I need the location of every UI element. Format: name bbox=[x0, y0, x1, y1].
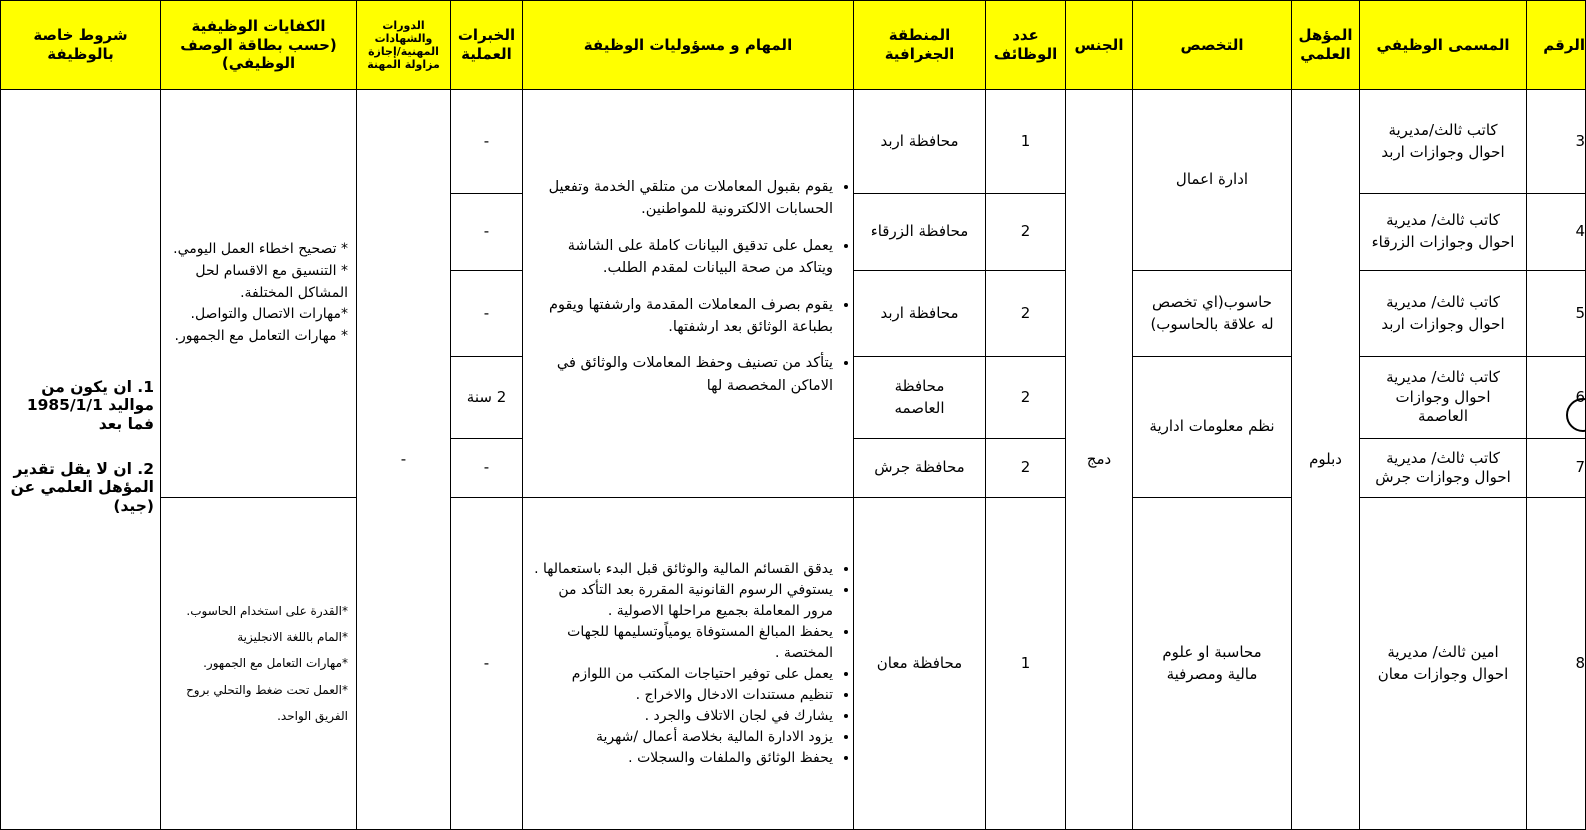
task-item: • تنظيم مستندات الادخال والاخراج . bbox=[531, 685, 833, 706]
experience-row-5: - bbox=[450, 270, 523, 357]
competencies-treasurer: *القدرة على استخدام الحاسوب. *المام باللغة الانجليزية *مهارات التعامل مع الجمهور. *العمل تحت ضغط والتحلي بروح الفريق الواحد. bbox=[186, 603, 348, 724]
competencies-clerk-cell bbox=[160, 89, 357, 498]
specialty-business: ادارة اعمال bbox=[1132, 89, 1292, 271]
region-row-4: محافظة الزرقاء bbox=[853, 193, 986, 271]
task-item: • يدقق القسائم المالية والوثائق قبل البدء باستعمالها . bbox=[531, 559, 833, 580]
number-row-5: 5 bbox=[1526, 270, 1586, 357]
task-item: • يحفظ الوثائق والملفات والسجلات . bbox=[531, 748, 833, 769]
number-row-7: 7 bbox=[1526, 438, 1586, 498]
competencies-treasurer-cell bbox=[160, 497, 357, 830]
experience-row-3: - bbox=[450, 89, 523, 194]
header-title: المسمى الوظيفي bbox=[1359, 0, 1527, 90]
specialty-computer: حاسوب(اي تخصص له علاقة بالحاسوب) bbox=[1132, 270, 1292, 357]
courses-cell: - bbox=[356, 89, 451, 830]
header-conditions: شروط خاصة بالوظيفة bbox=[0, 0, 161, 90]
title-row-8: امين ثالث/ مديرية احوال وجوازات معان bbox=[1359, 497, 1527, 830]
tasks-clerk-list bbox=[523, 176, 853, 412]
condition-birthdate: 1. ان يكون من مواليد 1985/1/1 فما بعد bbox=[26, 377, 154, 433]
qualification-cell: دبلوم bbox=[1291, 89, 1360, 830]
task-item: • يشارك في لجان الاتلاف والجرد . bbox=[531, 706, 833, 727]
count-row-5: 2 bbox=[985, 270, 1066, 357]
task-item: • يعمل على توفير احتياجات المكتب من اللوازم bbox=[531, 664, 833, 685]
count-row-3: 1 bbox=[985, 89, 1066, 194]
header-region: المنطقة الجغرافية bbox=[853, 0, 986, 90]
region-row-3: محافظة اربد bbox=[853, 89, 986, 194]
tasks-clerk-cell bbox=[522, 89, 854, 498]
conditions-cell bbox=[0, 89, 161, 830]
region-row-5: محافظة اربد bbox=[853, 270, 986, 357]
number-row-3: 3 bbox=[1526, 89, 1586, 194]
specialty-accounting: محاسبة او علوم مالية ومصرفية bbox=[1132, 497, 1292, 830]
header-experience: الخبرات العملية bbox=[450, 0, 523, 90]
region-row-7: محافظة جرش bbox=[853, 438, 986, 498]
header-tasks: المهام و مسؤوليات الوظيفة bbox=[522, 0, 854, 90]
header-count: عدد الوظائف bbox=[985, 0, 1066, 90]
header-number: الرقم bbox=[1526, 0, 1586, 90]
task-item: • يتأكد من تصنيف وحفظ المعاملات والوثائق في الاماكن المخصصة لها bbox=[531, 352, 833, 397]
task-item: • يستوفي الرسوم القانونية المقررة بعد التأكد من مرور المعاملة بجميع مراحلها الاصولية . bbox=[531, 580, 833, 622]
competencies-clerk: * تصحيح اخطاء العمل اليومي. * التنسيق مع الاقسام لحل المشاكل المختلفة. *مهارات الاتصال والتواصل. * مهارات التعامل مع الجمهور. bbox=[173, 241, 348, 345]
header-competencies: الكفايات الوظيفية (حسب بطاقة الوصف الوظيفي) bbox=[160, 0, 357, 90]
task-item: • يحفظ المبالغ المستوفاة يومياًوتسليمها للجهات المختصة . bbox=[531, 622, 833, 664]
title-row-4: كاتب ثالث/ مديرية احوال وجوازات الزرقاء bbox=[1359, 193, 1527, 271]
number-row-4: 4 bbox=[1526, 193, 1586, 271]
specialty-mis: نظم معلومات ادارية bbox=[1132, 356, 1292, 498]
title-row-6: كاتب ثالث/ مديرية احوال وجوازات العاصمة bbox=[1359, 356, 1527, 439]
title-row-3: كاتب ثالث/مديرية احوال وجوازات اربد bbox=[1359, 89, 1527, 194]
count-row-7: 2 bbox=[985, 438, 1066, 498]
count-row-6: 2 bbox=[985, 356, 1066, 439]
task-item: • يقوم بقبول المعاملات من متلقي الخدمة وتفعيل الحسابات الالكترونية للمواطنين. bbox=[531, 176, 833, 221]
count-row-8: 1 bbox=[985, 497, 1066, 830]
header-qualification: المؤهل العلمي bbox=[1291, 0, 1360, 90]
task-item: • يقوم بصرف المعاملات المقدمة وارشفتها ويقوم بطباعة الوثائق بعد ارشفتها. bbox=[531, 294, 833, 339]
experience-row-7: - bbox=[450, 438, 523, 498]
region-row-6: محافظة العاصمه bbox=[853, 356, 986, 439]
number-row-8: 8 bbox=[1526, 497, 1586, 830]
tasks-treasurer-list bbox=[523, 559, 853, 769]
header-specialty: التخصص bbox=[1132, 0, 1292, 90]
experience-row-4: - bbox=[450, 193, 523, 271]
task-item: • يعمل على تدقيق البيانات كاملة على الشاشة ويتاكد من صحة البيانات لمقدم الطلب. bbox=[531, 235, 833, 280]
experience-row-8: - bbox=[450, 497, 523, 830]
count-row-4: 2 bbox=[985, 193, 1066, 271]
title-row-5: كاتب ثالث/ مديرية احوال وجوازات اربد bbox=[1359, 270, 1527, 357]
gender-cell: دمج bbox=[1065, 89, 1133, 830]
tasks-treasurer-cell bbox=[522, 497, 854, 830]
experience-row-6: 2 سنة bbox=[450, 356, 523, 439]
task-item: • يزود الادارة المالية بخلاصة أعمال /شهرية bbox=[531, 727, 833, 748]
title-row-7: كاتب ثالث/ مديرية احوال وجوازات جرش bbox=[1359, 438, 1527, 498]
number-row-6: 6 bbox=[1526, 356, 1586, 439]
header-courses: الدورات والشهادات المهنية/إجازة مزاولة المهنة bbox=[356, 0, 451, 90]
condition-grade: 2. ان لا يقل تقدير المؤهل العلمي عن (جيد) bbox=[10, 459, 154, 515]
header-gender: الجنس bbox=[1065, 0, 1133, 90]
region-row-8: محافظة معان bbox=[853, 497, 986, 830]
